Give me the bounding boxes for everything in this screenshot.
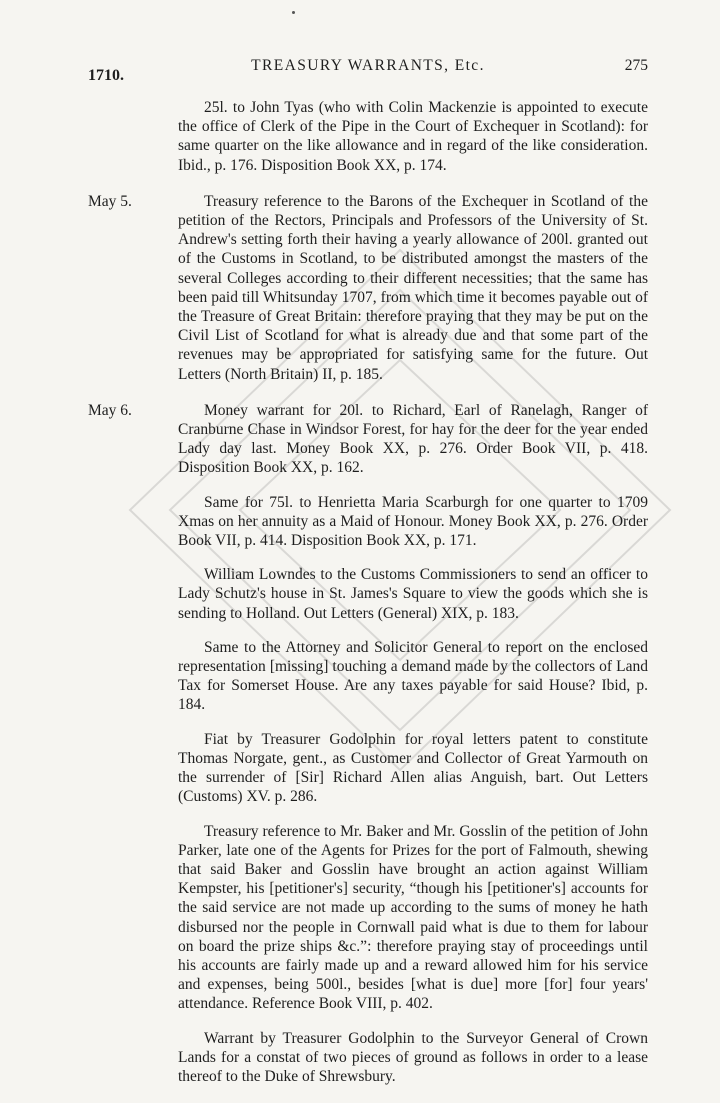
paragraph: Warrant by Treasurer Godolphin to the Surveyor General of Crown Lands for a constat of two pieces of ground as follows in order to a lease thereof to the Duke of Shrewsbury.	[178, 1029, 648, 1085]
paragraph: Fiat by Treasurer Godolphin for royal letters patent to constitute Thomas Norgate, gent., as Customer and Collector of Great Yarmouth on the surrender of [Sir] Richard Allen alias Anguish, bart. Out Letters (Customs) XV. p. 286.	[178, 730, 648, 806]
paragraph: Same for 75l. to Henrietta Maria Scarburgh for one quarter to 1709 Xmas on her annuity as a Maid of Honour. Money Book XX, p. 276. Order Book VII, p. 414. Disposition Book XX, p. 171.	[178, 493, 648, 550]
entry-may-6	[88, 401, 648, 1086]
paragraph: Same to the Attorney and Solicitor General to report on the enclosed representation [missing] touching a demand made by the collectors of Land Tax for Somerset House. Are any taxes payable for said House? Ibid, p. 184.	[178, 638, 648, 714]
paragraph: 25l. to John Tyas (who with Colin Mackenzie is appointed to execute the office of Clerk of the Pipe in the Court of Exchequer in Scotland): for same quarter on the like allowance and in regard of the like consideration. Ibid., p. 176. Disposition Book XX, p. 174.	[178, 99, 648, 174]
paragraph: Money warrant for 20l. to Richard, Earl of Ranelagh, Ranger of Cranburne Chase in Windsor Forest, for hay for the deer for the year ended Lady day last. Money Book XX, p. 276. Order Book VII, p. 418. Disposition Book XX, p. 162.	[178, 401, 648, 477]
paragraph: William Lowndes to the Customs Commissioners to send an officer to Lady Schutz's house in St. James's Square to view the goods which she is sending to Holland. Out Letters (General) XIX, p. 183.	[178, 566, 648, 622]
entry-date: May 5.	[88, 192, 132, 210]
entry-continuation	[88, 98, 648, 175]
paragraph: Treasury reference to the Barons of the Exchequer in Scotland of the petition of the Rectors, Principals and Professors of the University of St. Andrew's setting forth their having a yearly allowance of 200l. granted out of the Customs in Scotland, to be distributed amongst the masters of the several Colleges according to their different necessities; that the same has been paid till Whitsunday 1707, from which time it becomes payable out of the Treasure of Great Britain: therefore praying that they may be put on the Civil List of Scotland for what is already due and that some part of the revenues may be appropriated for satisfying same for the future. Out Letters (North Britain) II, p. 185.	[178, 192, 648, 383]
document-body	[88, 98, 648, 1103]
paragraph: Treasury reference to Mr. Baker and Mr. Gosslin of the petition of John Parker, late one of the Agents for Prizes for the port of Falmouth, shewing that said Baker and Gosslin have brought an action against William Kempster, his [petitioner's] security, “though his [petitioner's] accounts for the said service are not made up according to the sums of money he hath disbursed nor the people in Cornwall paid what is due to them for labour on board the prize ships &c.”: therefore praying stay of proceedings until his accounts are fairly made up and a reward allowed him for his service and expenses, being 500l., besides [what is due] more [for] four years' attendance. Reference Book VIII, p. 402.	[178, 822, 648, 1013]
year-marginal: 1710.	[88, 67, 124, 84]
running-head	[88, 55, 648, 83]
entry-date: May 6.	[88, 401, 132, 419]
entry-may-5	[88, 192, 648, 384]
running-title: TREASURY WARRANTS, Etc.	[251, 57, 485, 74]
ink-speck	[292, 11, 295, 14]
page-number: 275	[624, 57, 648, 74]
